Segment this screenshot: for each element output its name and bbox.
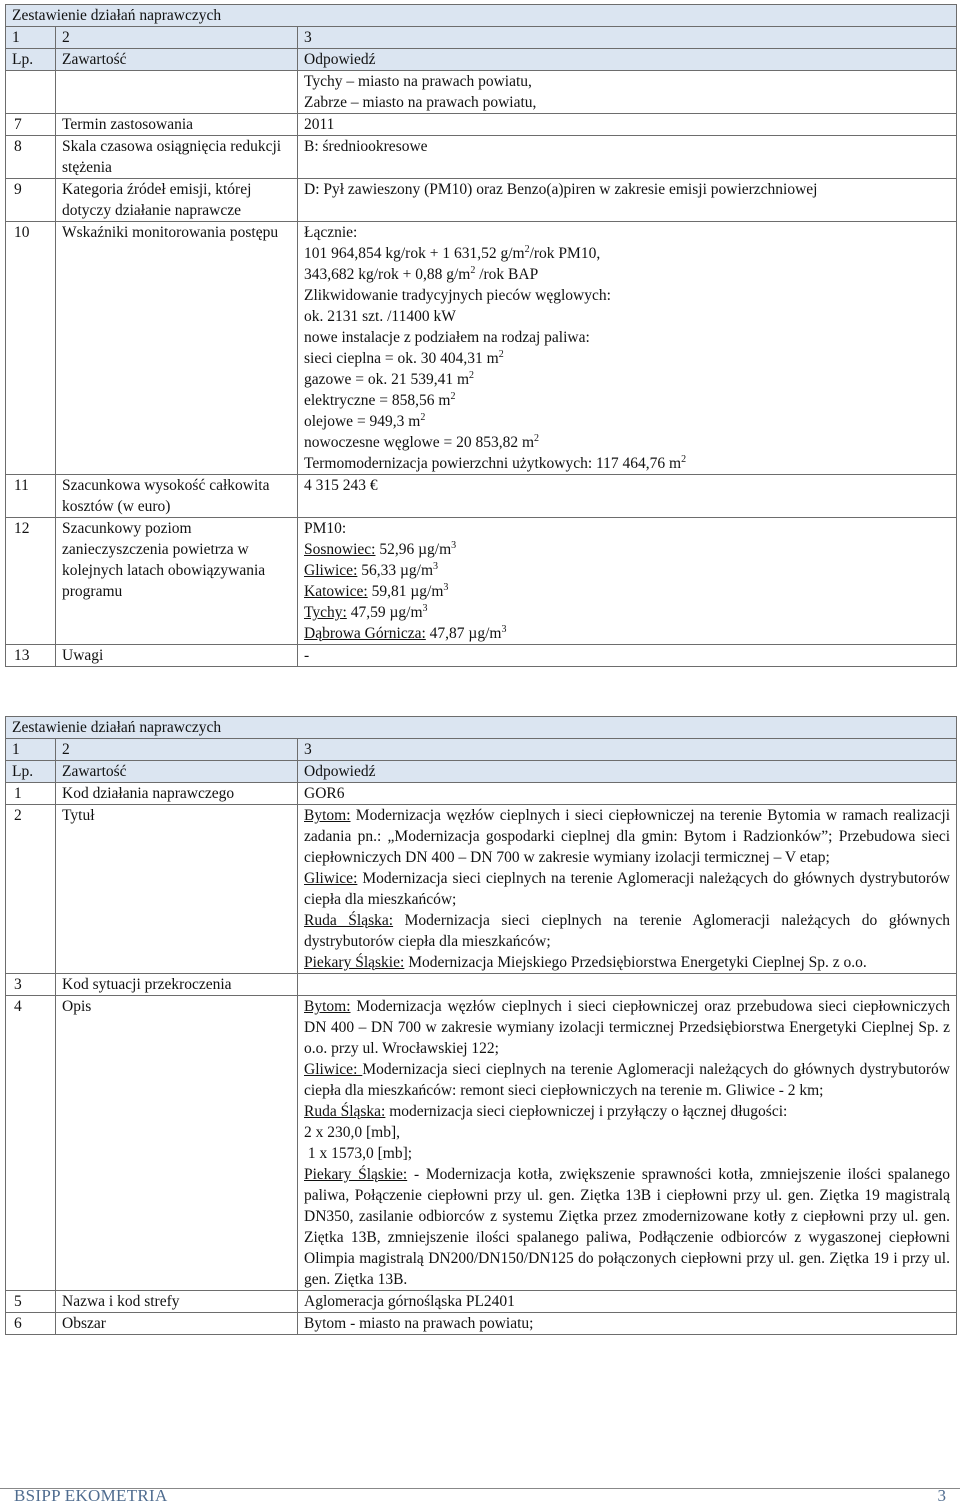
col-number-3: 3 — [298, 27, 957, 49]
col-head-lp: Lp. — [6, 49, 56, 71]
table-row-4: 4 Opis Bytom: Modernizacja węzłów cieplnych i sieci ciepłowniczej oraz przebudowa sieci ciepłowniczych DN 400 – DN 700 w zakresie wymiany izolacji termicznej Przedsiębiorstwa Energetyki Cieplnej Sp. z o.o. przy ul. Wrocławskiej 122; Gliwice: Modernizacja sieci cieplnych na terenie Aglomeracji należących do głównych dystrybutorów ciepła dla mieszkańców: remont sieci ciepłowniczych na terenie m. Gliwice - 2 km; Ruda Śląska: modernizacja sieci ciepłowniczej i przyłączy o łącznej długości: 2 x 230,0 [mb], 1 x 1573,0 [mb]; Piekary Śląskie: - Modernizacja kotła, zwiększenie sprawności kotła, zmniejszenie ilości spalanego paliwa, Połączenie ciepłowni przy ul. gen. Ziętka 13B i ciepłowni przy ul. gen. Ziętka 19 magistralą DN350, zasilanie odbiorców z systemu Ziętka przez zmodernizowane kotły z ciepłowni przy ul. gen. Ziętka 13B, zmniejszenie ilości spalanego paliwa, Podłączenie odbiorców z wygaszonej ciepłowni Olimpia magistralą DN200/DN150/DN125 do połączonych ciepłowni przy ul. gen. Ziętka 19 i przy ul. gen. Ziętka 13B. — [6, 996, 957, 1291]
table-title-row — [6, 717, 957, 739]
col-number-1: 1 — [6, 27, 56, 49]
table-title-row — [6, 5, 957, 27]
column-number-row — [6, 739, 957, 761]
table-row-12: 12 Szacunkowy poziom zanieczyszczenia powietrza w kolejnych latach obowiązywania programu PM10: Sosnowiec: 52,96 $\mu g/m^3$ Gliwice: 56,33 $\mu g/m^3$ Katowice: 59,81 $\mu g/m^3$ Tychy: 47,59 $\mu g/m^3$ Dąbrowa Górnicza: 47,87 $\mu g/m^3$ — [6, 518, 957, 645]
table-row-10: 10 Wskaźniki monitorowania postępu Łącznie: 101 964,854 kg/rok + 1 631,52 $g/m^2$/rok PM10, 343,682 kg/rok + 0,88 $g/m^2$ /rok BAP Zlikwidowanie tradycyjnych pieców węglowych: ok. 2131 szt. /11400 kW nowe instalacje z podziałem na rodzaj paliwa: sieci cieplna = ok. 30 404,31 $m^2$ gazowe = ok. 21 539,41 $m^2$ elektryczne = 858,56 $m^2$ olejowe = 949,3 $m^2$ nowoczesne węglowe = 20 853,82 $m^2$ Termomodernizacja powierzchni użytkowych: 117 464,76 $m^2$ — [6, 222, 957, 475]
column-number-row — [6, 27, 957, 49]
table-row-7: 7 Termin zastosowania 2011 — [6, 114, 957, 136]
footer-company-name: BSIPP EKOMETRIA — [14, 1486, 168, 1505]
corrective-actions-table-2 — [5, 716, 957, 1335]
table-row-6: 6 Obszar Bytom - miasto na prawach powiatu; — [6, 1313, 957, 1335]
column-header-row — [6, 761, 957, 783]
table-row-9: 9 Kategoria źródeł emisji, której dotyczy działanie naprawcze D: Pył zawieszony (PM10) oraz Benzo(a)piren w zakresie emisji powierzchniowej — [6, 179, 957, 222]
table-row-2: 2 Tytuł Bytom: Modernizacja węzłów cieplnych i sieci ciepłowniczej na terenie Bytomia w ramach realizacji zadania pn.: „Modernizacja gospodarki cieplnej dla gmin: Bytom i Radzionków”; Przebudowa sieci ciepłowniczych DN 400 – DN 700 w zakresie wymiany izolacji termicznej – V etap; Gliwice: Modernizacja sieci cieplnych na terenie Aglomeracji należących do głównych dystrybutorów ciepła dla mieszkańców; Ruda Śląska: Modernizacja sieci cieplnych na terenie Aglomeracji należących do głównych dystrybutorów ciepła dla mieszkańców; Piekary Śląskie: Modernizacja Miejskiego Przedsiębiorstwa Energetyki Cieplnej Sp. z o.o. — [6, 805, 957, 974]
table-row-5: 5 Nazwa i kod strefy Aglomeracja górnośląska PL2401 — [6, 1291, 957, 1313]
footer-page-number: 3 — [937, 1486, 946, 1505]
column-header-row — [6, 49, 957, 71]
table-row-11: 11 Szacunkowa wysokość całkowita kosztów (w euro) 4 315 243 € — [6, 475, 957, 518]
col-head-content: Zawartość — [56, 49, 298, 71]
table-row-3: 3 Kod sytuacji przekroczenia — [6, 974, 957, 996]
col-head-content: Zawartość — [56, 761, 298, 783]
table-row-1: 1 Kod działania naprawczego GOR6 — [6, 783, 957, 805]
table-row-continued — [6, 71, 957, 114]
corrective-actions-table-1 — [5, 4, 957, 667]
col-head-answer: Odpowiedź — [298, 49, 957, 71]
pollution-levels: PM10: Sosnowiec: 52,96 $\mu g/m^3$ Gliwice: 56,33 $\mu g/m^3$ Katowice: 59,81 $\mu g/m^3$ Tychy: 47,59 $\mu g/m^3$ Dąbrowa Górnicza: 47,87 $\mu g/m^3$ — [298, 518, 957, 645]
table-row-13: 13 Uwagi - — [6, 645, 957, 667]
table-row-8: 8 Skala czasowa osiągnięcia redukcji stężenia B: średniookresowe — [6, 136, 957, 179]
table-title: Zestawienie działań naprawczych — [6, 717, 957, 739]
description-answer: Bytom: Modernizacja węzłów cieplnych i sieci ciepłowniczej oraz przebudowa sieci ciepłowniczych DN 400 – DN 700 w zakresie wymiany izolacji termicznej Przedsiębiorstwa Energetyki Cieplnej Sp. z o.o. przy ul. Wrocławskiej 122; Gliwice: Modernizacja sieci cieplnych na terenie Aglomeracji należących do głównych dystrybutorów ciepła dla mieszkańców: remont sieci ciepłowniczych na terenie m. Gliwice - 2 km; Ruda Śląska: modernizacja sieci ciepłowniczej i przyłączy o łącznej długości: 2 x 230,0 [mb], 1 x 1573,0 [mb]; Piekary Śląskie: - Modernizacja kotła, zwiększenie sprawności kotła, zmniejszenie ilości spalanego paliwa, Połączenie ciepłowni przy ul. gen. Ziętka 13B i ciepłowni przy ul. gen. Ziętka 19 magistralą DN350, zasilanie odbiorców z systemu Ziętka przez zmodernizowane kotły z ciepłowni przy ul. gen. Ziętka 13B, zmniejszenie ilości spalanego paliwa, Podłączenie odbiorców z wygaszonej ciepłowni Olimpia magistralą DN200/DN150/DN125 do połączonych ciepłowni przy ul. gen. Ziętka 19 i przy ul. gen. Ziętka 13B. — [298, 996, 957, 1291]
col-head-answer: Odpowiedź — [298, 761, 957, 783]
continued-answer: Tychy – miasto na prawach powiatu, Zabrze – miasto na prawach powiatu, — [298, 71, 957, 114]
col-number-2: 2 — [56, 739, 298, 761]
col-head-lp: Lp. — [6, 761, 56, 783]
title-answer: Bytom: Modernizacja węzłów cieplnych i sieci ciepłowniczej na terenie Bytomia w ramach realizacji zadania pn.: „Modernizacja gospodarki cieplnej dla gmin: Bytom i Radzionków”; Przebudowa sieci ciepłowniczych DN 400 – DN 700 w zakresie wymiany izolacji termicznej – V etap; Gliwice: Modernizacja sieci cieplnych na terenie Aglomeracji należących do głównych dystrybutorów ciepła dla mieszkańców; Ruda Śląska: Modernizacja sieci cieplnych na terenie Aglomeracji należących do głównych dystrybutorów ciepła dla mieszkańców; Piekary Śląskie: Modernizacja Miejskiego Przedsiębiorstwa Energetyki Cieplnej Sp. z o.o. — [298, 805, 957, 974]
page-footer — [0, 1488, 960, 1506]
col-number-1: 1 — [6, 739, 56, 761]
col-number-2: 2 — [56, 27, 298, 49]
monitoring-indicators: Łącznie: 101 964,854 kg/rok + 1 631,52 $g/m^2$/rok PM10, 343,682 kg/rok + 0,88 $g/m^2$ /rok BAP Zlikwidowanie tradycyjnych pieców węglowych: ok. 2131 szt. /11400 kW nowe instalacje z podziałem na rodzaj paliwa: sieci cieplna = ok. 30 404,31 $m^2$ gazowe = ok. 21 539,41 $m^2$ elektryczne = 858,56 $m^2$ olejowe = 949,3 $m^2$ nowoczesne węglowe = 20 853,82 $m^2$ Termomodernizacja powierzchni użytkowych: 117 464,76 $m^2$ — [298, 222, 957, 475]
table-title: Zestawienie działań naprawczych — [6, 5, 957, 27]
col-number-3: 3 — [298, 739, 957, 761]
